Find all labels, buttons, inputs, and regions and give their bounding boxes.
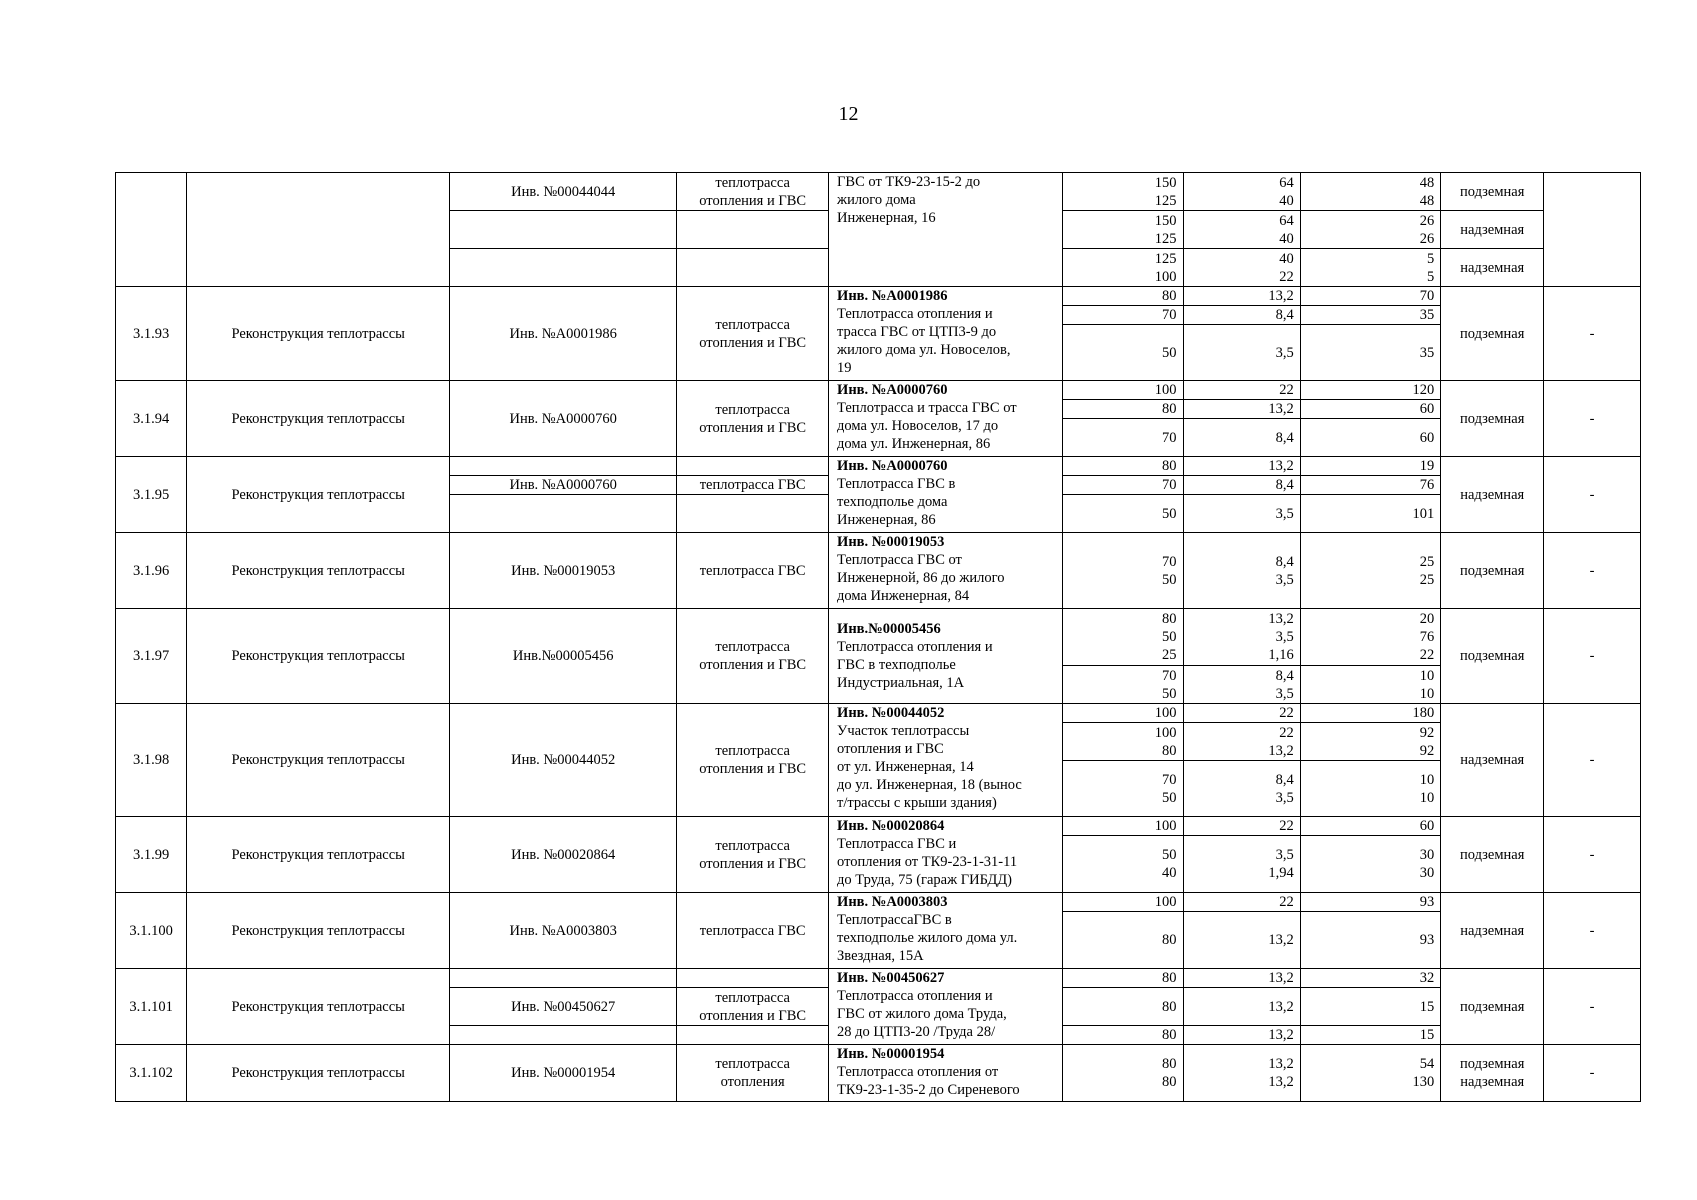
route-description: Инв. №А0000760 Теплотрасса ГВС в техподполье дома Инженерная, 86 (829, 457, 1063, 533)
length-cell: 15 (1300, 1026, 1441, 1045)
route-description: Инв. №00001954 Теплотрасса отопления от ТК9-23-1-35-2 до Сиреневого (829, 1045, 1063, 1102)
note-cell: - (1544, 969, 1641, 1045)
inventory-number: Инв. №00044052 (450, 704, 677, 817)
network-type (677, 969, 829, 988)
diameter-cell: 70 50 (1063, 666, 1183, 704)
diameter-inner-cell: 8,4 3,5 (1183, 533, 1300, 609)
diameter-cell: 50 40 (1063, 836, 1183, 893)
table-row (116, 969, 1641, 988)
diameter-inner-cell: 13,2 (1183, 1026, 1300, 1045)
diameter-inner-cell: 3,5 (1183, 495, 1300, 533)
length-cell: 20 76 22 (1300, 609, 1441, 666)
diameter-cell: 150 125 (1063, 173, 1183, 211)
diameter-inner-cell: 13,2 (1183, 400, 1300, 419)
network-type (677, 495, 829, 533)
diameter-cell: 80 (1063, 912, 1183, 969)
diameter-cell: 70 (1063, 476, 1183, 495)
network-table (115, 172, 1641, 1102)
laying-type: надземная (1441, 457, 1544, 533)
diameter-inner-cell: 40 22 (1183, 249, 1300, 287)
row-number: 3.1.93 (116, 287, 187, 381)
row-number: 3.1.101 (116, 969, 187, 1045)
diameter-cell: 70 50 (1063, 761, 1183, 817)
network-type (677, 211, 829, 249)
inventory-number: Инв. №00019053 (450, 533, 677, 609)
inventory-number (450, 495, 677, 533)
work-name (187, 173, 450, 287)
network-type: теплотрасса ГВС (677, 533, 829, 609)
route-description: Инв. №00020864 Теплотрасса ГВС и отопления от ТК9-23-1-31-11 до Труда, 75 (гараж ГИБДД) (829, 817, 1063, 893)
note-cell: - (1544, 704, 1641, 817)
row-number: 3.1.95 (116, 457, 187, 533)
diameter-cell: 80 (1063, 988, 1183, 1026)
table-row (116, 381, 1641, 400)
diameter-cell: 100 80 (1063, 723, 1183, 761)
length-cell: 48 48 (1300, 173, 1441, 211)
work-name: Реконструкция теплотрассы (187, 609, 450, 704)
work-name: Реконструкция теплотрассы (187, 893, 450, 969)
route-description: Инв. №00019053 Теплотрасса ГВС от Инженерной, 86 до жилого дома Инженерная, 84 (829, 533, 1063, 609)
work-name: Реконструкция теплотрассы (187, 533, 450, 609)
work-name: Реконструкция теплотрассы (187, 704, 450, 817)
diameter-cell: 80 (1063, 457, 1183, 476)
row-number: 3.1.97 (116, 609, 187, 704)
network-type: теплотрасса отопления и ГВС (677, 988, 829, 1026)
row-number: 3.1.100 (116, 893, 187, 969)
diameter-inner-cell: 22 13,2 (1183, 723, 1300, 761)
table-row (116, 817, 1641, 836)
inventory-number: Инв. №00020864 (450, 817, 677, 893)
route-description: Инв. №А0001986 Теплотрасса отопления и трасса ГВС от ЦТП3-9 до жилого дома ул. Новоселов, 19 (829, 287, 1063, 381)
note-cell: - (1544, 457, 1641, 533)
network-type (677, 457, 829, 476)
length-cell: 26 26 (1300, 211, 1441, 249)
diameter-cell: 80 50 25 (1063, 609, 1183, 666)
inventory-number (450, 457, 677, 476)
diameter-inner-cell: 13,2 13,2 (1183, 1045, 1300, 1102)
work-name: Реконструкция теплотрассы (187, 1045, 450, 1102)
length-cell: 30 30 (1300, 836, 1441, 893)
laying-type: надземная (1441, 211, 1544, 249)
diameter-inner-cell: 22 (1183, 817, 1300, 836)
table-row (116, 1045, 1641, 1102)
length-cell: 60 (1300, 817, 1441, 836)
note-cell: - (1544, 609, 1641, 704)
laying-type: подземная (1441, 381, 1544, 457)
diameter-inner-cell: 8,4 (1183, 306, 1300, 325)
row-number: 3.1.102 (116, 1045, 187, 1102)
work-name: Реконструкция теплотрассы (187, 969, 450, 1045)
note-cell (1544, 173, 1641, 287)
note-cell: - (1544, 381, 1641, 457)
row-number: 3.1.96 (116, 533, 187, 609)
network-type: теплотрасса отопления и ГВС (677, 173, 829, 211)
route-description: ГВС от ТК9-23-15-2 до жилого дома Инженерная, 16 (829, 173, 1063, 287)
length-cell: 5 5 (1300, 249, 1441, 287)
route-description: Инв. №А0000760 Теплотрасса и трасса ГВС от дома ул. Новоселов, 17 до дома ул. Инженерная, 86 (829, 381, 1063, 457)
note-cell: - (1544, 533, 1641, 609)
table-row (116, 173, 1641, 211)
length-cell: 92 92 (1300, 723, 1441, 761)
laying-type: подземная (1441, 287, 1544, 381)
work-name: Реконструкция теплотрассы (187, 817, 450, 893)
route-description: Инв. №00044052 Участок теплотрассы отопления и ГВС от ул. Инженерная, 14 до ул. Инженерная, 18 (вынос т/трассы с крыши здания) (829, 704, 1063, 817)
diameter-cell: 100 (1063, 704, 1183, 723)
length-cell: 60 (1300, 400, 1441, 419)
work-name: Реконструкция теплотрассы (187, 287, 450, 381)
diameter-inner-cell: 22 (1183, 381, 1300, 400)
length-cell: 19 (1300, 457, 1441, 476)
network-type: теплотрасса отопления (677, 1045, 829, 1102)
diameter-inner-cell: 3,5 (1183, 325, 1300, 381)
diameter-cell: 70 (1063, 419, 1183, 457)
note-cell: - (1544, 287, 1641, 381)
inventory-number: Инв. №А0000760 (450, 381, 677, 457)
diameter-inner-cell: 22 (1183, 704, 1300, 723)
laying-type: надземная (1441, 893, 1544, 969)
table-row (116, 287, 1641, 306)
inventory-number: Инв.№00005456 (450, 609, 677, 704)
length-cell: 54 130 (1300, 1045, 1441, 1102)
row-number: 3.1.99 (116, 817, 187, 893)
diameter-inner-cell: 13,2 (1183, 287, 1300, 306)
network-type (677, 1026, 829, 1045)
length-cell: 32 (1300, 969, 1441, 988)
laying-type: подземная (1441, 609, 1544, 704)
note-cell: - (1544, 893, 1641, 969)
inventory-number: Инв. №А0003803 (450, 893, 677, 969)
page-number: 12 (838, 103, 859, 125)
inventory-number (450, 969, 677, 988)
diameter-cell: 80 (1063, 1026, 1183, 1045)
diameter-inner-cell: 64 40 (1183, 173, 1300, 211)
diameter-cell: 70 (1063, 306, 1183, 325)
diameter-inner-cell: 22 (1183, 893, 1300, 912)
note-cell: - (1544, 817, 1641, 893)
row-number: 3.1.98 (116, 704, 187, 817)
diameter-inner-cell: 64 40 (1183, 211, 1300, 249)
table-row (116, 609, 1641, 666)
length-cell: 120 (1300, 381, 1441, 400)
laying-type: подземная надземная (1441, 1045, 1544, 1102)
length-cell: 10 10 (1300, 666, 1441, 704)
route-description: Инв. №А0003803 ТеплотрассаГВС в техподполье жилого дома ул. Звездная, 15А (829, 893, 1063, 969)
diameter-cell: 150 125 (1063, 211, 1183, 249)
network-type: теплотрасса отопления и ГВС (677, 817, 829, 893)
inventory-number: Инв. №А0000760 (450, 476, 677, 495)
network-type: теплотрасса ГВС (677, 893, 829, 969)
inventory-number: Инв. №00450627 (450, 988, 677, 1026)
inventory-number: Инв. №00001954 (450, 1045, 677, 1102)
note-cell: - (1544, 1045, 1641, 1102)
length-cell: 15 (1300, 988, 1441, 1026)
laying-type: надземная (1441, 704, 1544, 817)
table-row (116, 457, 1641, 476)
diameter-cell: 100 (1063, 381, 1183, 400)
diameter-inner-cell: 8,4 3,5 (1183, 761, 1300, 817)
route-description: Инв. №00450627 Теплотрасса отопления и ГВС от жилого дома Труда, 28 до ЦТП3-20 /Труда 28/ (829, 969, 1063, 1045)
laying-type: подземная (1441, 173, 1544, 211)
network-type: теплотрасса отопления и ГВС (677, 381, 829, 457)
diameter-cell: 100 (1063, 893, 1183, 912)
row-number (116, 173, 187, 287)
length-cell: 93 (1300, 912, 1441, 969)
diameter-inner-cell: 3,5 1,94 (1183, 836, 1300, 893)
table-row (116, 704, 1641, 723)
work-name: Реконструкция теплотрассы (187, 457, 450, 533)
diameter-inner-cell: 13,2 3,5 1,16 (1183, 609, 1300, 666)
length-cell: 35 (1300, 325, 1441, 381)
diameter-inner-cell: 8,4 (1183, 419, 1300, 457)
network-type: теплотрасса отопления и ГВС (677, 704, 829, 817)
length-cell: 35 (1300, 306, 1441, 325)
inventory-number (450, 211, 677, 249)
length-cell: 25 25 (1300, 533, 1441, 609)
laying-type: надземная (1441, 249, 1544, 287)
length-cell: 70 (1300, 287, 1441, 306)
inventory-number: Инв. №00044044 (450, 173, 677, 211)
network-type: теплотрасса отопления и ГВС (677, 287, 829, 381)
route-description: Инв.№00005456 Теплотрасса отопления и ГВС в техподполье Индустриальная, 1А (829, 609, 1063, 704)
diameter-inner-cell: 13,2 (1183, 988, 1300, 1026)
diameter-cell: 80 (1063, 287, 1183, 306)
laying-type: подземная (1441, 969, 1544, 1045)
diameter-cell: 80 (1063, 969, 1183, 988)
length-cell: 93 (1300, 893, 1441, 912)
row-number: 3.1.94 (116, 381, 187, 457)
diameter-inner-cell: 13,2 (1183, 457, 1300, 476)
length-cell: 60 (1300, 419, 1441, 457)
laying-type: подземная (1441, 817, 1544, 893)
length-cell: 10 10 (1300, 761, 1441, 817)
diameter-cell: 80 80 (1063, 1045, 1183, 1102)
network-type: теплотрасса отопления и ГВС (677, 609, 829, 704)
diameter-cell: 100 (1063, 817, 1183, 836)
inventory-number (450, 1026, 677, 1045)
diameter-inner-cell: 13,2 (1183, 969, 1300, 988)
network-type: теплотрасса ГВС (677, 476, 829, 495)
table-row (116, 893, 1641, 912)
diameter-cell: 50 (1063, 325, 1183, 381)
diameter-inner-cell: 8,4 3,5 (1183, 666, 1300, 704)
table-row (116, 533, 1641, 609)
diameter-cell: 50 (1063, 495, 1183, 533)
length-cell: 101 (1300, 495, 1441, 533)
diameter-inner-cell: 8,4 (1183, 476, 1300, 495)
length-cell: 76 (1300, 476, 1441, 495)
inventory-number: Инв. №А0001986 (450, 287, 677, 381)
laying-type: подземная (1441, 533, 1544, 609)
diameter-cell: 70 50 (1063, 533, 1183, 609)
network-type (677, 249, 829, 287)
work-name: Реконструкция теплотрассы (187, 381, 450, 457)
diameter-cell: 80 (1063, 400, 1183, 419)
diameter-cell: 125 100 (1063, 249, 1183, 287)
inventory-number (450, 249, 677, 287)
length-cell: 180 (1300, 704, 1441, 723)
diameter-inner-cell: 13,2 (1183, 912, 1300, 969)
